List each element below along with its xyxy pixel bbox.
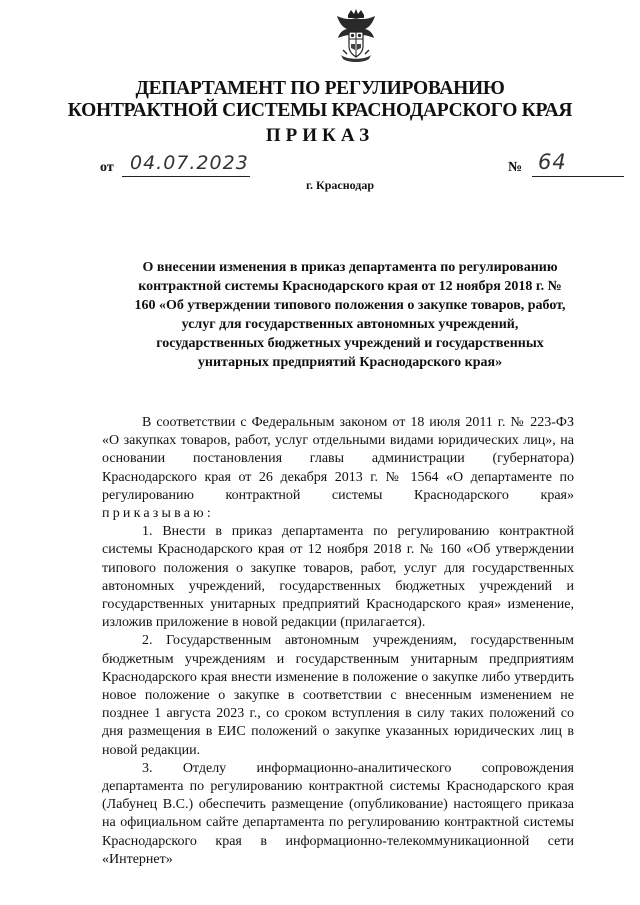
coat-of-arms-icon <box>333 8 379 64</box>
order-body <box>102 414 574 869</box>
date-underline <box>122 176 250 177</box>
order-date-handwritten: 04.07.2023 <box>130 152 249 174</box>
preamble-paragraph <box>102 414 574 523</box>
number-underline <box>532 176 624 177</box>
clause-1: 1. Внести в приказ департамента по регулированию контрактной системы Краснодарского края от 12 ноября 2018 г. № 160 «Об утверждении типового положения о закупке товаров, работ, услуг для государственных автономных учреждений, государственных бюджетных учреждений и государственных унитарных предприятий Краснодарского края» изменение, изложив приложение в новой редакции (прилагается). <box>102 524 574 631</box>
clause-3: 3. Отделу информационно-аналитического сопровождения департамента по регулированию контрактной системы Краснодарского края (Лабунец В.С.) обеспечить размещение (опубликование) настоящего приказа на официальном сайте департамента по регулированию контрактной системы Краснодарского края в информационно-телекоммуникационной сети «Интернет» <box>102 760 574 867</box>
clause-2: 2. Государственным автономным учреждениям, государственным бюджетным учреждениям и государственным унитарным предприятиям Краснодарского края внести изменение в положение о закупке либо утвердить новое положение о закупке в соответствии с внесенным изменением не позднее 1 августа 2023 г., со сроком вступления в силу таких положений со дня размещения в ЕИС положений о закупке указанных юридических лиц в новой редакции. <box>102 633 574 758</box>
number-sign: № <box>508 160 523 175</box>
department-name-line1: ДЕПАРТАМЕНТ ПО РЕГУЛИРОВАНИЮ <box>135 78 505 99</box>
order-decree-word: приказываю: <box>102 506 214 522</box>
date-prefix: от <box>100 160 114 175</box>
department-name-line2: КОНТРАКТНОЙ СИСТЕМЫ КРАСНОДАРСКОГО КРАЯ <box>67 100 573 121</box>
order-number-handwritten: 64 <box>538 150 567 174</box>
document-type: ПРИКАЗ <box>265 125 375 146</box>
order-subject: О внесении изменения в приказ департамента по регулированию контрактной системы Краснодарского края от 12 ноября 2018 г. № 160 «Об утверждении типового положения о закупке товаров, работ, услуг для государственных автономных учреждений, государственных бюджетных учреждений и государственных унитарных предприятий Краснодарского края» <box>134 260 566 370</box>
city-name: г. Краснодар <box>305 178 375 192</box>
preamble-text: В соответствии с Федеральным законом от 18 июля 2011 г. № 223-ФЗ «О закупках товаров, работ, услуг отдельными видами юридических лиц», на основании постановления главы администрации (губернатора) Краснодарского края от 26 декабря 2013 г. № 1564 «О департаменте по регулированию контрактной системы Краснодарского края» <box>102 415 574 503</box>
